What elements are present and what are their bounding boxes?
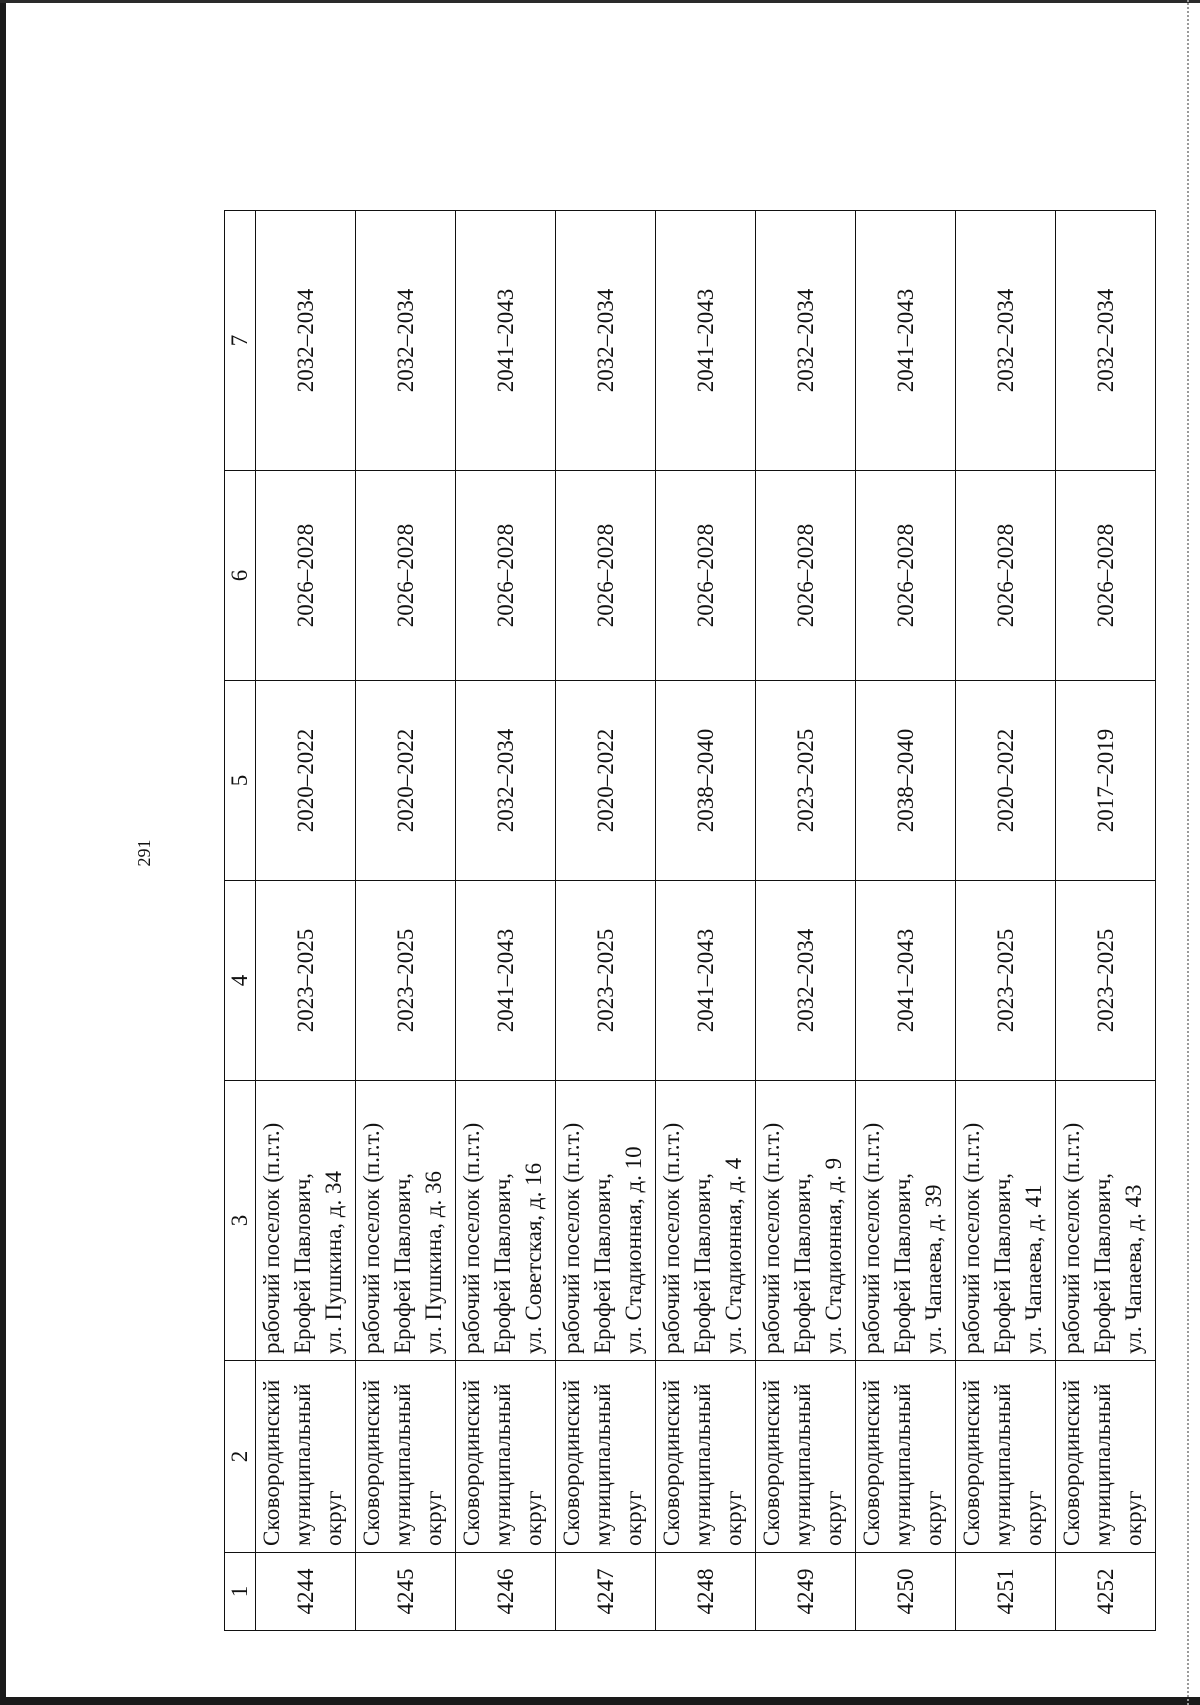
period-cell-col6: 2026–2028	[1056, 471, 1156, 681]
cell-text-line: рабочий поселок (п.г.т.)	[459, 1122, 484, 1354]
column-header: 3	[225, 1081, 256, 1361]
row-number-cell: 4244	[256, 1553, 356, 1631]
cell-text-line: муниципальный	[290, 1383, 315, 1546]
cell-text-line: Сковородинский	[759, 1379, 784, 1546]
cell-text-line: округ	[621, 1490, 646, 1546]
cell-text-line: Сковородинский	[459, 1379, 484, 1546]
scan-border-top	[0, 0, 1200, 3]
cell-text-line: муниципальный	[590, 1383, 615, 1546]
period-cell-col5: 2017–2019	[1056, 681, 1156, 881]
row-number-cell: 4249	[756, 1553, 856, 1631]
column-header: 2	[225, 1361, 256, 1553]
period-cell-col5: 2020–2022	[256, 681, 356, 881]
cell-text-line: Сковородинский	[659, 1379, 684, 1546]
period-cell-col5: 2032–2034	[456, 681, 556, 881]
period-cell-col6: 2026–2028	[956, 471, 1056, 681]
municipality-cell	[556, 1361, 656, 1553]
period-cell-col4: 2023–2025	[956, 881, 1056, 1081]
municipality-cell	[756, 1361, 856, 1553]
municipality-cell	[256, 1361, 356, 1553]
cell-text-line: рабочий поселок (п.г.т.)	[1059, 1122, 1084, 1354]
period-cell-col5: 2020–2022	[956, 681, 1056, 881]
municipality-cell	[456, 1361, 556, 1553]
period-cell-col4: 2023–2025	[356, 881, 456, 1081]
row-number-cell: 4251	[956, 1553, 1056, 1631]
cell-text-line: округ	[721, 1490, 746, 1546]
row-number-cell: 4246	[456, 1553, 556, 1631]
row-number-cell: 4252	[1056, 1553, 1156, 1631]
cell-text-line: Ерофей Павлович,	[790, 1172, 815, 1354]
cell-text-line: муниципальный	[990, 1383, 1015, 1546]
cell-text-line: рабочий поселок (п.г.т.)	[359, 1122, 384, 1354]
period-cell-col6: 2026–2028	[556, 471, 656, 681]
table-row	[656, 211, 756, 1631]
cell-text-line: округ	[421, 1490, 446, 1546]
period-cell-col4: 2041–2043	[656, 881, 756, 1081]
period-cell-col6: 2026–2028	[856, 471, 956, 681]
cell-text-line: округ	[1021, 1490, 1046, 1546]
cell-text-line: ул. Чапаева, д. 43	[1121, 1184, 1146, 1354]
cell-text-line: ул. Пушкина, д. 34	[321, 1171, 346, 1354]
scan-border-left	[0, 0, 6, 1705]
period-cell-col6: 2026–2028	[756, 471, 856, 681]
cell-text-line: ул. Чапаева, д. 41	[1021, 1184, 1046, 1354]
period-cell-col4: 2041–2043	[856, 881, 956, 1081]
table-body	[256, 211, 1156, 1631]
cell-text-line: рабочий поселок (п.г.т.)	[259, 1122, 284, 1354]
period-cell-col7: 2032–2034	[756, 211, 856, 471]
cell-text-line: муниципальный	[890, 1383, 915, 1546]
cell-text-line: муниципальный	[390, 1383, 415, 1546]
rotated-table-container	[224, 211, 1156, 1631]
address-cell	[256, 1081, 356, 1361]
table-row	[1056, 211, 1156, 1631]
cell-text-line: рабочий поселок (п.г.т.)	[859, 1122, 884, 1354]
cell-text-line: Ерофей Павлович,	[290, 1172, 315, 1354]
period-cell-col4: 2023–2025	[256, 881, 356, 1081]
cell-text-line: Ерофей Павлович,	[590, 1172, 615, 1354]
cell-text-line: округ	[821, 1490, 846, 1546]
period-cell-col4: 2032–2034	[756, 881, 856, 1081]
period-cell-col6: 2026–2028	[356, 471, 456, 681]
table-row	[956, 211, 1056, 1631]
table-row	[556, 211, 656, 1631]
row-number-cell: 4245	[356, 1553, 456, 1631]
table-row	[356, 211, 456, 1631]
cell-text-line: ул. Стадионная, д. 9	[821, 1157, 846, 1354]
cell-text-line: Сковородинский	[359, 1379, 384, 1546]
cell-text-line: Сковородинский	[1059, 1379, 1084, 1546]
period-cell-col6: 2026–2028	[456, 471, 556, 681]
cell-text-line: ул. Стадионная, д. 10	[621, 1146, 646, 1354]
cell-text-line: округ	[321, 1490, 346, 1546]
municipality-cell	[1056, 1361, 1156, 1553]
cell-text-line: муниципальный	[790, 1383, 815, 1546]
cell-text-line: Ерофей Павлович,	[1090, 1172, 1115, 1354]
cell-text-line: рабочий поселок (п.г.т.)	[959, 1122, 984, 1354]
period-cell-col7: 2032–2034	[556, 211, 656, 471]
table-row	[256, 211, 356, 1631]
column-header: 4	[225, 881, 256, 1081]
column-header: 1	[225, 1553, 256, 1631]
period-cell-col7: 2041–2043	[656, 211, 756, 471]
cell-text-line: Ерофей Павлович,	[690, 1172, 715, 1354]
page-number: 291	[134, 839, 154, 867]
row-number-cell: 4247	[556, 1553, 656, 1631]
period-cell-col5: 2020–2022	[556, 681, 656, 881]
cell-text-line: Сковородинский	[259, 1379, 284, 1546]
period-cell-col7: 2032–2034	[256, 211, 356, 471]
address-cell	[656, 1081, 756, 1361]
municipality-cell	[956, 1361, 1056, 1553]
cell-text-line: округ	[921, 1490, 946, 1546]
cell-text-line: Ерофей Павлович,	[990, 1172, 1015, 1354]
cell-text-line: рабочий поселок (п.г.т.)	[559, 1122, 584, 1354]
period-cell-col4: 2023–2025	[1056, 881, 1156, 1081]
scan-border-bottom	[0, 1697, 1200, 1705]
cell-text-line: муниципальный	[490, 1383, 515, 1546]
table-header-row	[225, 211, 256, 1631]
address-cell	[1056, 1081, 1156, 1361]
address-cell	[456, 1081, 556, 1361]
column-header: 5	[225, 681, 256, 881]
cell-text-line: ул. Стадионная, д. 4	[721, 1157, 746, 1354]
cell-text-line: ул. Чапаева, д. 39	[921, 1184, 946, 1354]
address-cell	[556, 1081, 656, 1361]
table-row	[856, 211, 956, 1631]
address-cell	[356, 1081, 456, 1361]
period-cell-col5: 2023–2025	[756, 681, 856, 881]
period-cell-col7: 2032–2034	[956, 211, 1056, 471]
cell-text-line: Ерофей Павлович,	[890, 1172, 915, 1354]
period-cell-col5: 2038–2040	[656, 681, 756, 881]
period-cell-col4: 2041–2043	[456, 881, 556, 1081]
table-row	[756, 211, 856, 1631]
period-cell-col4: 2023–2025	[556, 881, 656, 1081]
cell-text-line: Сковородинский	[559, 1379, 584, 1546]
scan-border-right	[1185, 0, 1189, 1705]
cell-text-line: муниципальный	[1090, 1383, 1115, 1546]
row-number-cell: 4250	[856, 1553, 956, 1631]
cell-text-line: округ	[1121, 1490, 1146, 1546]
period-cell-col7: 2041–2043	[456, 211, 556, 471]
period-cell-col5: 2038–2040	[856, 681, 956, 881]
column-header: 7	[225, 211, 256, 471]
table-row	[456, 211, 556, 1631]
registry-table	[224, 210, 1156, 1631]
period-cell-col7: 2032–2034	[1056, 211, 1156, 471]
period-cell-col7: 2041–2043	[856, 211, 956, 471]
cell-text-line: муниципальный	[690, 1383, 715, 1546]
municipality-cell	[356, 1361, 456, 1553]
period-cell-col6: 2026–2028	[256, 471, 356, 681]
cell-text-line: ул. Пушкина, д. 36	[421, 1171, 446, 1354]
cell-text-line: рабочий поселок (п.г.т.)	[659, 1122, 684, 1354]
municipality-cell	[856, 1361, 956, 1553]
address-cell	[856, 1081, 956, 1361]
cell-text-line: Ерофей Павлович,	[390, 1172, 415, 1354]
address-cell	[956, 1081, 1056, 1361]
cell-text-line: Сковородинский	[959, 1379, 984, 1546]
cell-text-line: Ерофей Павлович,	[490, 1172, 515, 1354]
address-cell	[756, 1081, 856, 1361]
period-cell-col7: 2032–2034	[356, 211, 456, 471]
column-header: 6	[225, 471, 256, 681]
cell-text-line: округ	[521, 1490, 546, 1546]
cell-text-line: рабочий поселок (п.г.т.)	[759, 1122, 784, 1354]
period-cell-col5: 2020–2022	[356, 681, 456, 881]
cell-text-line: Сковородинский	[859, 1379, 884, 1546]
period-cell-col6: 2026–2028	[656, 471, 756, 681]
row-number-cell: 4248	[656, 1553, 756, 1631]
cell-text-line: ул. Советская, д. 16	[521, 1162, 546, 1354]
municipality-cell	[656, 1361, 756, 1553]
